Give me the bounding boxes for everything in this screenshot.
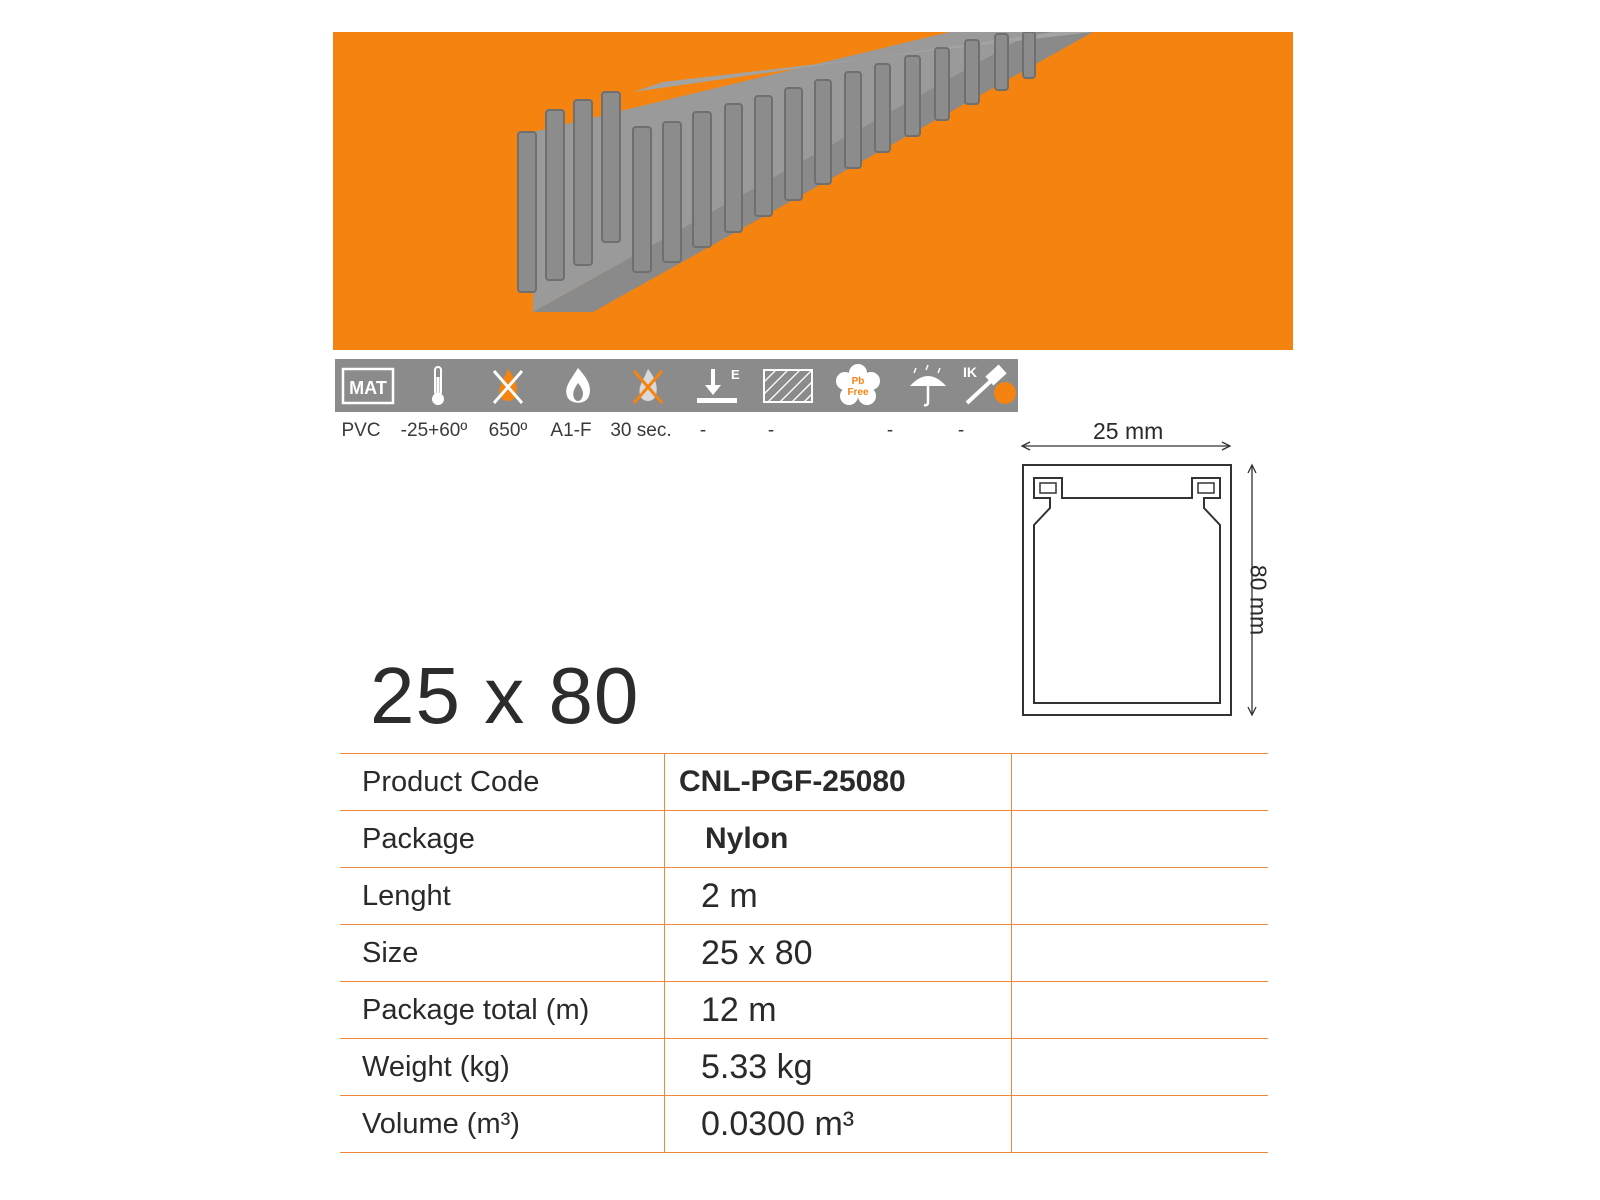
row-label: Product Code bbox=[340, 754, 665, 811]
flame-icon bbox=[548, 359, 608, 412]
feature-icon-bar bbox=[335, 359, 1018, 412]
umbrella-icon bbox=[898, 359, 958, 412]
pb-free-icon bbox=[828, 359, 888, 412]
spec-value: A1-F bbox=[550, 420, 592, 441]
svg-text:Free: Free bbox=[847, 386, 869, 398]
hatch-pattern-icon bbox=[758, 359, 818, 412]
size-value: 25 x 80 bbox=[665, 925, 1012, 982]
material-icon bbox=[338, 359, 398, 412]
table-row bbox=[340, 925, 1268, 982]
product-photo bbox=[333, 32, 1293, 350]
height-dimension-label: 80 mm bbox=[1245, 564, 1272, 636]
spec-value: -25+60º bbox=[400, 420, 468, 441]
self-extinguish-icon bbox=[618, 359, 678, 412]
spec-value: PVC bbox=[341, 420, 381, 441]
spec-value: 30 sec. bbox=[610, 420, 672, 441]
table-row bbox=[340, 868, 1268, 925]
width-dimension-label: 25 mm bbox=[1093, 418, 1164, 444]
product-code-value: CNL-PGF-25080 bbox=[665, 754, 1012, 811]
thermometer-icon bbox=[408, 359, 468, 412]
length-value: 2 m bbox=[665, 868, 1012, 925]
spec-value: - bbox=[957, 420, 965, 441]
spec-values-row bbox=[0, 420, 1100, 444]
row-label: Lenght bbox=[340, 868, 665, 925]
svg-text:MAT: MAT bbox=[349, 377, 387, 398]
table-row bbox=[340, 1039, 1268, 1096]
spec-value: - bbox=[699, 420, 707, 441]
svg-text:E: E bbox=[731, 366, 740, 382]
table-row bbox=[340, 1096, 1268, 1153]
row-label: Package total (m) bbox=[340, 982, 665, 1039]
row-label: Package bbox=[340, 811, 665, 868]
table-row bbox=[340, 982, 1268, 1039]
ik-hammer-icon bbox=[958, 359, 1018, 412]
spec-value: - bbox=[886, 420, 894, 441]
package-value: Nylon bbox=[665, 811, 1012, 868]
row-label: Volume (m³) bbox=[340, 1096, 665, 1153]
table-row bbox=[340, 754, 1268, 811]
svg-text:Pb: Pb bbox=[851, 375, 865, 387]
impact-energy-icon bbox=[688, 359, 748, 412]
volume-value: 0.0300 m³ bbox=[665, 1096, 1012, 1153]
svg-text:IK: IK bbox=[963, 363, 977, 380]
glow-wire-icon bbox=[478, 359, 538, 412]
cross-section-diagram bbox=[1020, 410, 1280, 720]
package-total-value: 12 m bbox=[665, 982, 1012, 1039]
spec-value: 650º bbox=[488, 420, 528, 441]
table-row bbox=[340, 811, 1268, 868]
product-size-title: 25 x 80 bbox=[370, 651, 640, 740]
spec-table bbox=[340, 753, 1268, 1153]
spec-value: - bbox=[767, 420, 775, 441]
row-label: Weight (kg) bbox=[340, 1039, 665, 1096]
weight-value: 5.33 kg bbox=[665, 1039, 1012, 1096]
row-label: Size bbox=[340, 925, 665, 982]
